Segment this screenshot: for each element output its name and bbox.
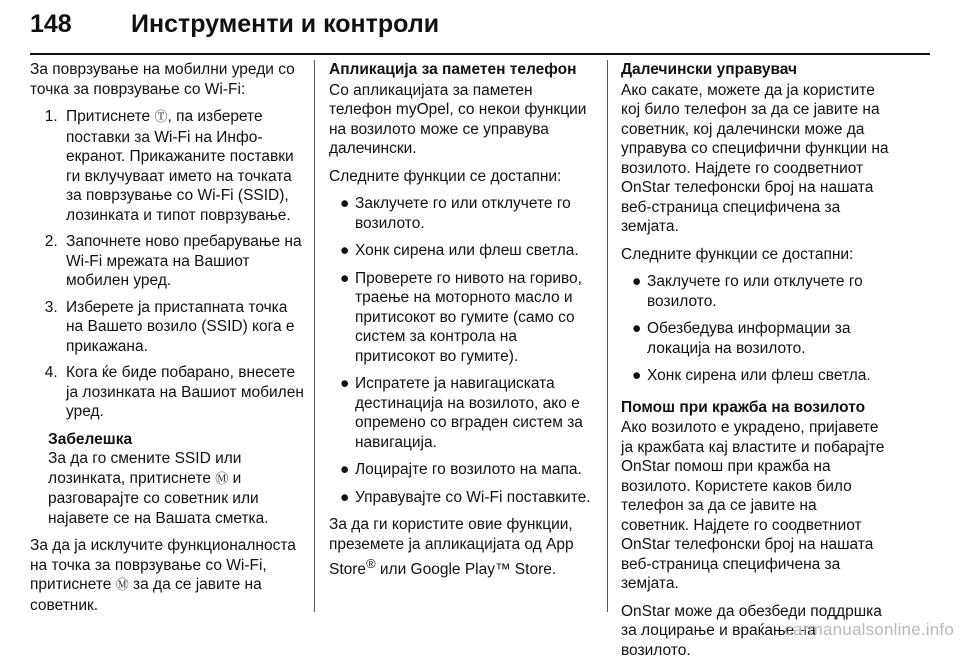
column-divider: [314, 60, 315, 612]
column-middle: [329, 60, 597, 588]
note-block: Забелешка За да го смените SSID или лозинката, притиснете Ⓜ и разговарајте со советник или најавете се на Вашата сметка.: [30, 430, 305, 529]
feature-list: [621, 272, 889, 386]
paragraph: Со апликацијата за паметен телефон myOpel, со некои функции на возилото може се управува далечински.: [329, 81, 587, 157]
bullet-icon: ●: [632, 320, 642, 337]
feature-list: [329, 194, 597, 507]
list-item: ● Хонк сирена или флеш светла.: [632, 367, 871, 384]
bullet-icon: ●: [632, 273, 642, 290]
page-title: Инструменти и контроли: [131, 10, 440, 38]
list-item: ● Лоцирајте го возилото на мапа.: [340, 461, 582, 478]
list-item: ● Испратете ја навигациската дестинација на возилото, ако е опремено со вграден систем за навигација.: [340, 375, 583, 451]
bullet-icon: ●: [632, 367, 642, 384]
column-left: [30, 60, 305, 623]
bullet-icon: ●: [340, 242, 350, 259]
section-heading: Апликација за паметен телефон: [329, 61, 577, 78]
watermark: carmanualsonline.info: [784, 620, 954, 639]
list-item: 3. Изберете ја пристапната точка на Вашето возило (SSID) кога е прикажана.: [62, 298, 305, 357]
wifi-intro: За поврзување на мобилни уреди со точка за поврзување со Wi-Fi:: [30, 61, 295, 98]
list-item: 2. Започнете ново пребарување на Wi-Fi мрежата на Вашиот мобилен уред.: [62, 232, 305, 291]
paragraph: OnStar може да обезбеди поддршка за лоцирање и враќање на возилото.: [621, 602, 882, 659]
list-item: 1. Притиснете Ⓣ, па изберете поставки за Wi-Fi на Инфо-екранот. Прикажаните поставки ги вклучуваат името на точката за поврзување со Wi-Fi (SSID), лозинката и типот поврзување.: [62, 107, 305, 225]
wifi-outro: За да ја исклучите функционалноста на точка за поврзување со Wi-Fi, притиснете Ⓜ за да се јавите на советник.: [30, 537, 296, 614]
column-divider: [607, 60, 608, 612]
list-item: ● Проверете го нивото на гориво, траење на моторното масло и притисокот во гумите (само со систем за контрола на притисокот во гумите).: [340, 269, 582, 365]
onstar-button-icon: Ⓜ: [115, 578, 129, 593]
list-item: ● Заклучете го или отклучете го возилото.: [632, 273, 863, 310]
bullet-icon: ●: [340, 375, 350, 392]
list-item: ● Обезбедува информации за локација на возилото.: [632, 320, 851, 357]
bullet-icon: ●: [340, 195, 350, 212]
list-item: ● Управувајте со Wi-Fi поставките.: [340, 488, 591, 506]
paragraph: Ако сакате, можете да ја користите кој било телефон за да се јавите на советник, кој далечински може да управува со специфични функции на возилото. Најдете го соодветниот OnStar телефонски број на нашата веб-страница специфичена за земјата.: [621, 81, 889, 235]
section-heading: Помош при кражба на возилото: [621, 398, 866, 416]
registered-mark: ®: [366, 556, 376, 571]
bullet-icon: ●: [340, 461, 350, 478]
list-item: ● Хонк сирена или флеш светла.: [340, 242, 579, 259]
onstar-button-icon: Ⓜ: [215, 471, 229, 487]
section-heading: Далечински управувач: [621, 61, 798, 78]
column-right: [621, 60, 889, 668]
paragraph: Следните функции се достапни:: [621, 245, 854, 263]
paragraph: Следните функции се достапни:: [329, 167, 562, 185]
bullet-icon: ●: [340, 488, 350, 506]
header-rule: [30, 53, 930, 55]
note-title: Забелешка: [48, 430, 133, 448]
bullet-icon: ●: [340, 269, 350, 287]
info-button-icon: Ⓣ: [154, 110, 168, 125]
paragraph: Ако возилото е украдено, пријавете ја кражбата кај властите и побарајте OnStar помош при кражба на возилото. Користете каков било телефон за да се јавите на советник. Најдете го соодветниот OnStar телефонски број на нашата веб-страница специфичена за земјата.: [621, 419, 885, 592]
list-item: ● Заклучете го или отклучете го возилото.: [340, 195, 571, 232]
page-header: [30, 4, 930, 56]
page-number: 148: [30, 10, 72, 38]
paragraph: За да ги користите овие функции, преземете ја апликацијата од App Store® или Google Play™ Store.: [329, 516, 574, 579]
list-item: 4. Кога ќе биде побарано, внесете ја лозинката на Вашиот мобилен уред.: [62, 363, 305, 422]
wifi-steps-list: [30, 107, 305, 422]
